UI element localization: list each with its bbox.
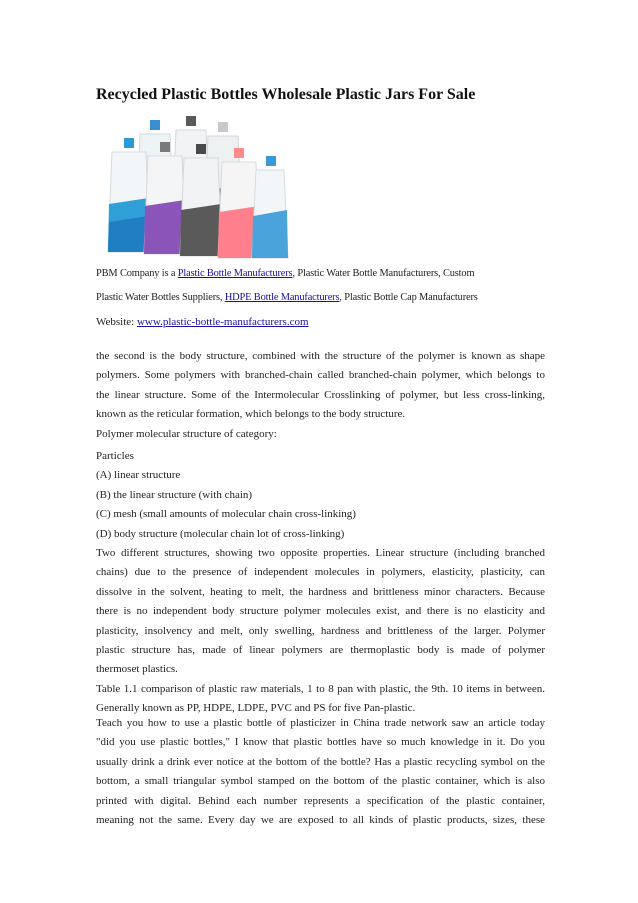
text-line: plasticity, insolvency and melt, only swelling, hardness and brittleness of the larger. Polymer: [96, 624, 545, 637]
text-line: plastic structure has, made of linear polymers are thermoplastic body is made of polymer: [96, 644, 545, 657]
hdpe-bottle-manufacturers-link[interactable]: HDPE Bottle Manufacturers: [224, 292, 340, 303]
website-label: Website:: [96, 316, 137, 328]
text-line: known as the reticular formation, which belongs to the body structure.: [96, 408, 406, 421]
paragraph-2: [96, 447, 545, 719]
text-line: (C) mesh (small amounts of molecular chain cross-linking): [96, 508, 356, 521]
bottle-front-purple: [144, 142, 186, 254]
company-prefix: PBM Company is a: [96, 268, 178, 279]
text-line: Teach you how to use a plastic bottle of plasticizer in China trade network saw an article today: [96, 717, 545, 729]
paragraph-1: [96, 347, 545, 444]
text-line: Polymer molecular structure of category:: [96, 427, 277, 440]
company-mid: , Plastic Water Bottle Manufacturers, Custom: [292, 268, 475, 279]
text-line: the linear structure. Some of the Intermolecular Crosslinking of polymer, but less cross-linking,: [96, 388, 545, 401]
text-line: polymers. Some polymers with branched-chain called branched-chain polymer, which belongs to: [96, 369, 545, 382]
text-line: (D) body structure (molecular chain lot of cross-linking): [96, 527, 345, 540]
text-line: usually drink a drink ever notice at the bottom of the bottle? Has a plastic recycling symbol on the: [96, 755, 545, 768]
text-line: Two different structures, showing two opposite properties. Linear structure (including branched: [96, 547, 545, 560]
company-line2-suffix: , Plastic Bottle Cap Manufacturers: [339, 292, 478, 303]
plastic-bottles-image: [100, 112, 290, 262]
text-line: the second is the body structure, combined with the structure of the polymer is known as shape: [96, 350, 545, 362]
text-line: there is no independent body structure polymer molecules exist, and there is no elasticity and: [96, 605, 545, 618]
text-line: printed with digital. Behind each number represents a specification of the plastic container,: [96, 794, 545, 807]
bottle-front-gray: [180, 144, 222, 256]
text-line: (B) the linear structure (with chain): [96, 488, 253, 501]
text-line: bottom, a small triangular symbol stamped on the bottom of the plastic container, which is also: [96, 775, 545, 788]
text-line: meaning not the same. Every day we are exposed to all kinds of plastic products, sizes, these: [96, 814, 545, 827]
bottle-front-blue: [108, 138, 150, 252]
company-line-1: [96, 268, 566, 279]
text-line: Table 1.1 comparison of plastic raw materials, 1 to 8 pan with plastic, the 9th. 10 items in between.: [96, 682, 545, 695]
bottle-front-right-blue: [252, 156, 288, 258]
text-line: thermoset plastics.: [96, 663, 178, 676]
company-line2-prefix: Plastic Water Bottles Suppliers,: [96, 292, 225, 303]
company-line-2: [96, 292, 566, 303]
page-title: Recycled Plastic Bottles Wholesale Plastic Jars For Sale: [96, 86, 476, 103]
plastic-bottle-manufacturers-link[interactable]: Plastic Bottle Manufacturers: [177, 268, 293, 279]
text-line: "did you use plastic bottles," I know that plastic bottles have so much knowledge in it. Do you: [96, 736, 545, 749]
text-line: Generally known as PP, HDPE, LDPE, PVC and PS for five Pan-plastic.: [96, 702, 416, 715]
text-line: dissolve in the solvent, heating to melt, the hardness and brittleness minor characters. Because: [96, 585, 545, 598]
text-line: chains) due to the presence of independent molecules in polymers, elasticity, plasticity, can: [96, 566, 545, 579]
website-line: [96, 316, 309, 328]
text-line: Particles: [96, 450, 134, 462]
text-line: (A) linear structure: [96, 469, 181, 482]
website-link[interactable]: www.plastic-bottle-manufacturers.com: [136, 316, 309, 328]
paragraph-3: [96, 714, 545, 830]
